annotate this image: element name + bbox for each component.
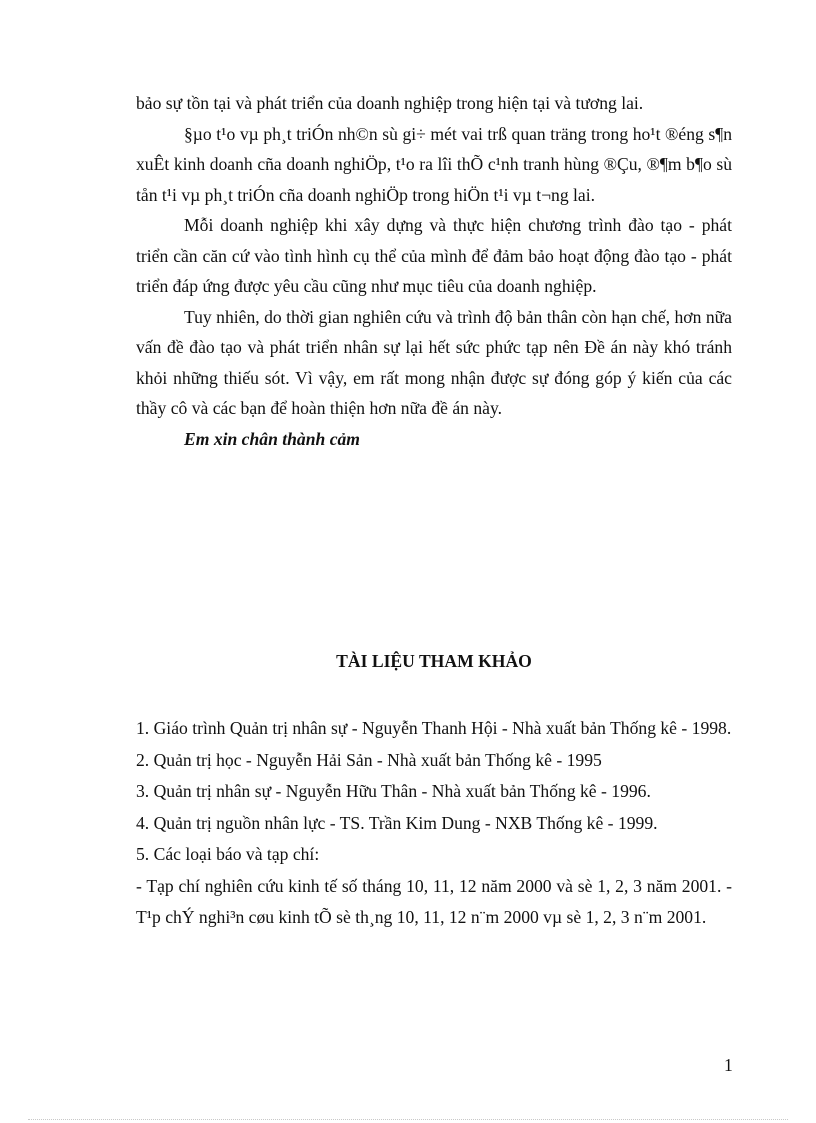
paragraph-limitations: Tuy nhiên, do thời gian nghiên cứu và trình độ bản thân còn hạn chế, hơn nữa vấn đề đào tạo và phát triển nhân sự lại hết sức phức tạp nên Đề án này khó tránh khỏi những thiếu sót. Vì vậy, em rất mong nhận được sự đóng góp ý kiến của các thầy cô và các bạn để hoàn thiện hơn nữa đề án này. [136,306,732,418]
references-list [136,713,732,934]
page-bottom-divider [28,1119,788,1120]
paragraph-garbled: §µo t¹o vµ ph¸t triÓn nh©n sù gi÷ mét vai trß quan träng trong ho¹t ®éng s¶n xuÊt kinh doanh cña doanh nghiÖp, t¹o ra lîi thÕ c¹nh tranh hùng ®Çu, ®¶m b¶o sù tån t¹i vµ ph¸t triÓn cña doanh nghiÖp trong hiÖn t¹i vµ t¬ng lai. [136,123,732,205]
closing-thanks: Em xin chân thành cảm [184,428,360,449]
page-number: 1 [724,1055,733,1075]
reference-item: 3. Quản trị nhân sự - Nguyễn Hữu Thân - Nhà xuất bản Thống kê - 1996. [136,781,651,801]
reference-item: 2. Quản trị học - Nguyễn Hải Sản - Nhà xuất bản Thống kê - 1995 [136,749,602,770]
reference-item: 1. Giáo trình Quản trị nhân sự - Nguyễn Thanh Hội - Nhà xuất bản Thống kê - 1998. [136,718,732,738]
references-title: TÀI LIỆU THAM KHẢO [336,651,532,671]
reference-item: 5. Các loại báo và tạp chí: [136,844,320,864]
body-text [136,88,732,454]
paragraph-program: Mỗi doanh nghiệp khi xây dựng và thực hiện chương trình đào tạo - phát triển cần căn cứ vào tình hình cụ thể của mình để đảm bảo hoạt động đào tạo - phát triển đáp ứng được yêu cầu cũng như mục tiêu của doanh nghiệp. [136,215,732,296]
reference-item: - Tạp chí nghiên cứu kinh tế số tháng 10, 11, 12 năm 2000 và sè 1, 2, 3 năm 2001. - T¹p chÝ nghi³n cøu kinh tÕ sè th¸ng 10, 11, 12 n¨m 2000 vµ sè 1, 2, 3 n¨m 2001. [136,875,732,927]
reference-item: 4. Quản trị nguồn nhân lực - TS. Trần Kim Dung - NXB Thống kê - 1999. [136,812,658,833]
paragraph-continuation: bảo sự tồn tại và phát triển của doanh nghiệp trong hiện tại và tương lai. [136,93,644,113]
